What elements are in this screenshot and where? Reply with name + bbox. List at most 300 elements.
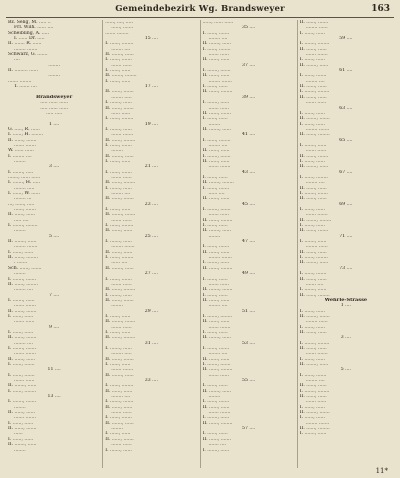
running-title: Gemeindebezirk Wg. Brandsweyer	[115, 4, 285, 14]
entry-line: ....... ......	[111, 174, 132, 180]
entry-line: I. ......, .......	[202, 345, 230, 351]
entry-line: ........ .......	[208, 78, 232, 84]
entry-line: II. ......., ........	[299, 217, 332, 223]
entry-line: II. ......, ........	[8, 255, 38, 261]
entry-line: I. ......, .......	[202, 185, 230, 191]
entry-line: . .......	[14, 260, 28, 266]
house-number: 67 ....	[339, 169, 353, 175]
entry-line: I. ......, ......	[105, 313, 131, 319]
entry-line: I. ......, ......	[299, 121, 325, 127]
entry-line: I. ......., ......	[202, 415, 230, 421]
entry-line: II. ......, ........	[202, 367, 233, 373]
entry-line: II. ......., ......	[299, 164, 329, 170]
entry-line: II. ......, ......	[105, 404, 133, 410]
entry-line: ....... ......	[208, 105, 229, 111]
entry-line: II. ......, .......	[299, 228, 329, 234]
house-number: ..... ...... ......	[40, 100, 68, 106]
running-head	[0, 4, 400, 18]
entry-line: ......, ...... ......	[202, 20, 234, 25]
entry-line: II. ......, .......	[105, 196, 134, 202]
entry-line: ........ ......	[305, 319, 328, 325]
entry-line: I. ......, .......	[299, 271, 327, 277]
entry-line: ....... .......	[14, 303, 36, 309]
entry-line: I. ......., ........	[202, 313, 233, 319]
column-4	[298, 20, 394, 468]
entry-line: II. ......, ......	[299, 383, 327, 389]
entry-line: ....... .......	[208, 164, 231, 170]
column-3	[201, 20, 298, 468]
entry-line: I. ........ ....	[8, 153, 32, 159]
entry-line: II. ......., ........	[105, 73, 137, 79]
house-number: 9 ....	[49, 324, 60, 330]
entry-line: I. ......., ......	[105, 126, 132, 132]
entry-line: I. ......, ......	[202, 84, 228, 90]
house-number: 25 ....	[144, 233, 158, 239]
entry-line: I. ......, ........	[105, 116, 134, 122]
entry-line: II. ......., ......	[299, 260, 329, 266]
entry-line: II. ......., ......	[105, 153, 134, 159]
entry-line: ........	[111, 303, 123, 309]
house-number: 39 ....	[242, 94, 256, 100]
entry-line: II. ......, ......	[202, 73, 230, 79]
entry-line: ........	[111, 148, 123, 154]
house-number: ........	[48, 73, 60, 79]
entry-line: ........ .......	[14, 244, 38, 250]
entry-line: II. ......., .......	[299, 313, 330, 319]
entry-line: ........ ....	[208, 142, 228, 148]
entry-line: Sch. ......, .......	[8, 265, 42, 271]
entry-line: ........ ....	[14, 287, 33, 293]
entry-line: I. ......, .......	[202, 399, 230, 405]
entry-line: G. ....., R. ......	[8, 126, 40, 132]
entry-line: I. ......, .......	[299, 372, 327, 378]
entry-line: ........	[208, 394, 221, 400]
entry-line: ......, ...., .....	[105, 20, 133, 25]
house-number: 47 ....	[242, 239, 256, 245]
entry-line: I. ......, ........	[105, 383, 134, 389]
entry-line: ...... ....	[111, 260, 128, 266]
entry-line: I. ......., ........	[8, 223, 38, 229]
entry-line: I. ......., ......	[202, 100, 230, 106]
entry-line: ........ ....	[111, 394, 131, 400]
entry-line: I. ......, ......	[299, 308, 325, 314]
entry-line: ........ ....	[208, 36, 228, 42]
house-number: 29 ....	[144, 308, 158, 314]
entry-line: ........ ....	[305, 180, 325, 186]
entry-line: ........ ....	[14, 340, 33, 346]
column-1	[6, 20, 103, 468]
entry-line: I. ......., ......	[202, 260, 230, 266]
entry-line: I. ......, W. ......	[8, 191, 41, 196]
entry-line: II. ......., ......	[299, 362, 329, 367]
entry-line: I. ......, ......	[202, 174, 228, 180]
entry-line: I. ......, ......	[299, 110, 325, 116]
entry-line: II. ......, ........	[299, 426, 330, 432]
house-number: 53 ....	[242, 340, 256, 346]
entry-line: I. ......, ......	[299, 356, 325, 362]
entry-line: I. ......, ........	[8, 388, 37, 394]
entry-line: ....... .......	[14, 351, 36, 357]
house-number: 49 ....	[242, 271, 256, 277]
house-number: 1 ....	[340, 303, 351, 309]
entry-line: II. ......, ......	[299, 276, 327, 282]
entry-line: ........ .......	[305, 126, 330, 132]
entry-line: ....... ......	[111, 217, 132, 223]
entry-line: II. ......., ......	[202, 228, 231, 234]
entry-line: ....... ......	[208, 212, 229, 218]
entry-line: ......., ...... ......	[8, 174, 41, 180]
entry-line: II. ......., ......	[8, 383, 37, 389]
entry-line: I. ......., .....	[8, 169, 34, 175]
entry-line: I. ......, ......	[202, 116, 228, 122]
entry-line: I. ......., .......	[299, 191, 328, 196]
entry-line: ....... .......	[208, 410, 231, 416]
columns	[6, 20, 394, 468]
entry-line: ........ ....	[111, 46, 131, 52]
house-number: 63 ....	[339, 105, 353, 111]
entry-line: I. ......., ........	[299, 41, 330, 47]
entry-line: ........ ......	[305, 25, 328, 31]
entry-line: II. ......, ......	[105, 388, 133, 394]
house-number: 61 ....	[339, 68, 353, 74]
entry-line: I. ......, .......	[105, 57, 132, 63]
entry-line: II. ......, ......	[299, 394, 327, 400]
entry-line: I. ......., .......	[8, 345, 37, 351]
column-2	[103, 20, 200, 468]
entry-line: ........ .......	[208, 255, 232, 261]
entry-line: ..., ......, .....	[8, 201, 35, 207]
house-number: 5 ....	[49, 233, 60, 239]
entry-line: II. ......, ......	[299, 84, 327, 90]
entry-line: ....... ......	[208, 372, 229, 378]
house-number: 41 ....	[242, 132, 256, 138]
entry-line: ....... .......	[208, 324, 231, 330]
entry-line: II. ......, ........	[299, 292, 330, 298]
entry-line: ........ .......	[111, 244, 135, 250]
entry-line: ....... ......	[111, 410, 132, 416]
entry-line: II. ......, ......	[299, 196, 327, 202]
entry-line: ........	[111, 426, 123, 432]
entry-line: I. ......, ......	[299, 158, 325, 164]
entry-line: II. ......, ......	[202, 158, 230, 164]
entry-line: II. ......, ......	[8, 212, 35, 218]
entry-line: I. ......, ......	[105, 207, 131, 213]
entry-line: ........ ....	[305, 378, 325, 384]
entry-line: ....... .......	[305, 212, 328, 218]
entry-line: ........	[14, 404, 26, 410]
entry-line: II. ......, .......	[8, 308, 37, 314]
house-number: 23 ....	[144, 201, 158, 207]
entry-line: I. ......, ........	[299, 255, 328, 261]
entry-line: I. ......, ........	[202, 137, 231, 143]
entry-line: I. ...... Dr. .....	[14, 36, 45, 42]
entry-line: II. ......., ......	[202, 388, 231, 394]
entry-line: ........ ....	[111, 191, 131, 196]
entry-line: I. ......., ......	[299, 431, 327, 437]
printer-signature: 11*	[375, 467, 388, 475]
entry-line: II. ......, ......	[202, 148, 230, 154]
house-number: 17 ....	[144, 84, 158, 90]
entry-line: II. ......, .......	[8, 137, 37, 143]
entry-line: II. ......., ........	[202, 180, 234, 186]
entry-line: ...... ....	[208, 191, 225, 196]
entry-line: I. ......, ......	[8, 329, 34, 335]
house-number: 5 ....	[340, 367, 351, 373]
entry-line: I. ......, .......	[105, 276, 132, 282]
house-number: 27 ....	[144, 271, 158, 277]
entry-line: ....... .......	[14, 415, 36, 421]
entry-line: I. ......., ......	[8, 297, 35, 303]
entry-line: ......	[14, 431, 23, 437]
entry-line: ........	[208, 121, 221, 127]
entry-line: I. ......, .......	[105, 142, 132, 148]
entry-line: II. ......, ......	[299, 185, 327, 191]
house-number: 35 ....	[242, 25, 256, 31]
entry-line: II. ......., ......	[105, 372, 134, 378]
house-number: 69 ....	[339, 201, 353, 207]
entry-line: II. ......, ......	[8, 356, 35, 362]
entry-line: I. ......, ......	[8, 313, 34, 319]
entry-line: I. ......., ......	[299, 239, 327, 245]
entry-line: ......, .......	[14, 207, 36, 213]
entry-line: II. ......, ........	[105, 335, 136, 341]
entry-line: ....... ......	[208, 52, 229, 58]
entry-line: I. ......, ......	[299, 404, 325, 410]
entry-line: II. ......, .......	[202, 436, 231, 442]
entry-line: I. ......, ........	[105, 41, 134, 47]
entry-line: I. ......, ......	[202, 276, 228, 282]
entry-line: I. ......, ......	[202, 223, 228, 229]
house-number: 51 ....	[242, 308, 256, 314]
house-number: 33 ....	[144, 378, 158, 384]
entry-line: I. ......., ......	[299, 287, 327, 293]
entry-line: I. ......, .......	[8, 372, 35, 378]
entry-line: II. ......, .......	[299, 153, 329, 159]
entry-line: I. ......, ......	[299, 207, 325, 213]
house-number: 21 ....	[144, 164, 158, 170]
house-number: 13 ....	[47, 394, 61, 400]
entry-line: ........ ......	[305, 244, 328, 250]
entry-line: ........ .......	[14, 46, 38, 52]
entry-line: I. ......., ........	[299, 388, 330, 394]
house-number: 3 ....	[49, 164, 60, 170]
entry-line: I. ......, .......	[299, 73, 327, 79]
entry-line: I. ......, ......	[299, 415, 325, 421]
entry-line: ....... .......	[111, 132, 134, 138]
entry-line: ........	[208, 233, 221, 239]
entry-line: II. ......, ......	[202, 319, 230, 325]
house-number: 43 ....	[242, 169, 256, 175]
entry-line: I. ......, .......	[202, 244, 230, 250]
entry-line: I. ......, .......	[105, 169, 132, 175]
entry-line: II. ......., .......	[202, 287, 233, 293]
entry-line: ......, .......	[111, 25, 134, 31]
entry-line: I. ......., ........	[299, 340, 330, 346]
house-number: 31 ....	[144, 340, 158, 346]
street-heading: Brandsweyer	[35, 94, 73, 100]
entry-line: ....... ......	[208, 281, 229, 287]
house-number: 45 ....	[242, 201, 256, 207]
entry-line: ....... ......	[305, 100, 327, 106]
house-number: 15 ....	[144, 36, 158, 42]
entry-line: II. ......., ......	[299, 62, 329, 68]
page-number: 163	[371, 4, 390, 14]
entry-line: ........ ....	[305, 78, 325, 84]
entry-line: II. ......., .......	[105, 319, 136, 325]
house-number: 19 ....	[144, 121, 158, 127]
entry-line: I. ......., ......	[105, 292, 132, 298]
entry-line: I. ......, ......	[8, 420, 34, 426]
entry-line: II. ......, ........	[8, 281, 38, 287]
entry-line: II. ......, .......	[8, 426, 37, 432]
entry-line: II. ......, ........	[105, 180, 136, 186]
entry-line: ....... ......	[305, 148, 327, 154]
entry-line: I. ......., .......	[202, 68, 231, 74]
entry-line: I. ......, H. ........	[8, 132, 44, 138]
entry-line: ...... ......	[111, 110, 131, 116]
entry-line: I. ......, ......	[105, 158, 131, 164]
entry-line: ........ .....	[111, 94, 132, 100]
entry-line: I. ......, ......	[299, 30, 325, 36]
entry-line: II. ......, ........	[299, 132, 330, 138]
entry-line: I. ......, ......	[105, 431, 131, 437]
house-number: 71 ....	[339, 233, 353, 239]
entry-line: ....... .......	[305, 351, 328, 357]
entry-line: ....... ......	[111, 281, 132, 287]
entry-line: ....... ....	[208, 442, 227, 448]
entry-line: I. ......, ......	[202, 383, 228, 389]
entry-line: II. ......, ........	[202, 217, 233, 223]
entry-line: I. ......., .......	[105, 399, 134, 405]
entry-line: ....... ........	[8, 78, 32, 84]
entry-line: I. ......, ......	[202, 431, 228, 437]
entry-line: ....... ....	[305, 281, 324, 287]
entry-line: II. ......, .......	[8, 335, 37, 341]
entry-line: II. ......., .......	[299, 410, 330, 416]
entry-line: II. ......, .......	[299, 20, 329, 25]
entry-line: ........ ....	[208, 351, 228, 357]
entry-line: I. ......., ........	[299, 89, 330, 95]
entry-line: II. ......, ........	[202, 420, 233, 426]
entry-line: II. ......., ......	[202, 41, 231, 47]
entry-line: I. ......, ........	[202, 46, 231, 52]
entry-line: ........ .....	[111, 351, 132, 357]
entry-line: I. ......, ......	[105, 362, 131, 367]
entry-line: I. ......., .......	[202, 153, 231, 159]
entry-line: ....	[14, 57, 20, 63]
entry-line: II. ......., .......	[105, 212, 136, 218]
entry-line: II. ......, ......	[299, 249, 327, 255]
entry-line: ........	[14, 158, 26, 164]
entry-line: I. ......., ......	[105, 447, 132, 453]
entry-line: II. ......, ......	[299, 345, 327, 351]
entry-line: II. ......... ......	[8, 68, 38, 74]
entry-line: II. ......, ......	[202, 297, 230, 303]
entry-line: I. ......., ......	[202, 447, 230, 453]
entry-line: Frl. Wilh. ...... ....	[14, 25, 54, 31]
house-number: 7 ....	[49, 292, 60, 298]
entry-line: I. ......., .......	[8, 276, 37, 282]
entry-line: ....... .......	[111, 367, 134, 373]
house-number: 1 ....	[49, 121, 60, 127]
entry-line: II. ......, ......	[202, 249, 230, 255]
entry-line: II. ......, ........	[202, 265, 233, 271]
entry-line: I. ......, ......	[202, 292, 228, 298]
entry-line: I. ......, ......	[299, 223, 325, 229]
entry-line: II. ......, ......	[299, 329, 327, 335]
entry-line: II. ......., ......	[202, 335, 231, 341]
entry-line: ....... ......	[14, 378, 35, 384]
entry-line: II. ......, ......	[202, 196, 230, 202]
entry-line: II. ......., ......	[105, 265, 134, 271]
head-rule	[6, 17, 394, 18]
house-number: 3 ....	[340, 335, 351, 341]
entry-line: II. ......, ......	[202, 57, 230, 63]
entry-line: I. ......, .......	[105, 415, 132, 421]
entry-line: II. ......, ......	[105, 228, 133, 234]
entry-line: I. ......, ......	[105, 68, 131, 74]
entry-line: II. ......., ......	[202, 126, 231, 132]
entry-line: II. ....... R. ......	[8, 41, 42, 47]
street-heading: Wehrle-Strasse	[324, 297, 368, 303]
entry-line: ....... ........	[105, 30, 129, 36]
entry-line: II. ......, ......	[8, 410, 35, 416]
entry-line: I. ......, ......	[299, 324, 325, 330]
entry-line: Bz. Selig, M. ..... ..	[8, 20, 51, 25]
entry-line: II. ......, ........	[105, 137, 136, 143]
entry-line: II. ......., ......	[8, 239, 37, 245]
house-number: 57 ....	[242, 426, 256, 432]
house-number: 37 ....	[242, 62, 256, 68]
entry-line: ........ .......	[305, 420, 330, 426]
entry-line: II. ......, ........	[105, 287, 136, 293]
entry-line: I. ......., ......	[105, 345, 132, 351]
entry-line: II. ......, .......	[202, 110, 231, 116]
entry-line: II. ......., ......	[105, 420, 134, 426]
entry-line: I. ......., ......	[299, 142, 327, 148]
entry-line: I. ......, ......	[8, 436, 34, 442]
entry-line: I. ......, ........	[105, 223, 134, 229]
entry-line: I. ......, ......	[8, 249, 34, 255]
entry-line: II. ......., ......	[105, 52, 134, 58]
entry-line: II. ......, ......	[299, 46, 327, 52]
entry-line: ........	[14, 228, 26, 234]
house-number: ..... ...... ......	[40, 105, 68, 111]
entry-line: ........ .....	[14, 185, 35, 191]
entry-line: I. ......, .......	[202, 30, 230, 36]
entry-line: Schwarz, G. .......	[8, 52, 48, 58]
entry-line: I. ......., ......	[105, 100, 132, 106]
entry-line: II. ......, ........	[202, 89, 233, 95]
entry-line: I. ......, ........	[105, 255, 134, 261]
entry-line: ....... ......	[111, 62, 132, 68]
entry-line: II. ......, ......	[202, 356, 230, 362]
entry-line: I. ......, ......	[299, 57, 325, 63]
entry-line: II. ......, .......	[105, 105, 134, 111]
entry-line: Scheibling, A. .....	[8, 30, 50, 36]
entry-line: ....... ......	[14, 319, 35, 325]
entry-line: I. ......., H. .....	[8, 180, 41, 186]
entry-line: II. ......, .......	[105, 89, 134, 95]
house-number: 59 ....	[339, 36, 353, 42]
house-number: ........	[48, 62, 60, 68]
entry-line: I. ......., .......	[202, 362, 231, 367]
entry-line: II. ......, .......	[105, 297, 134, 303]
entry-line: T. ....... ....	[14, 84, 37, 90]
entry-line: II. ......, ......	[105, 249, 133, 255]
house-number: 55 ....	[242, 378, 256, 384]
entry-line: II. ......, ......	[202, 404, 230, 410]
